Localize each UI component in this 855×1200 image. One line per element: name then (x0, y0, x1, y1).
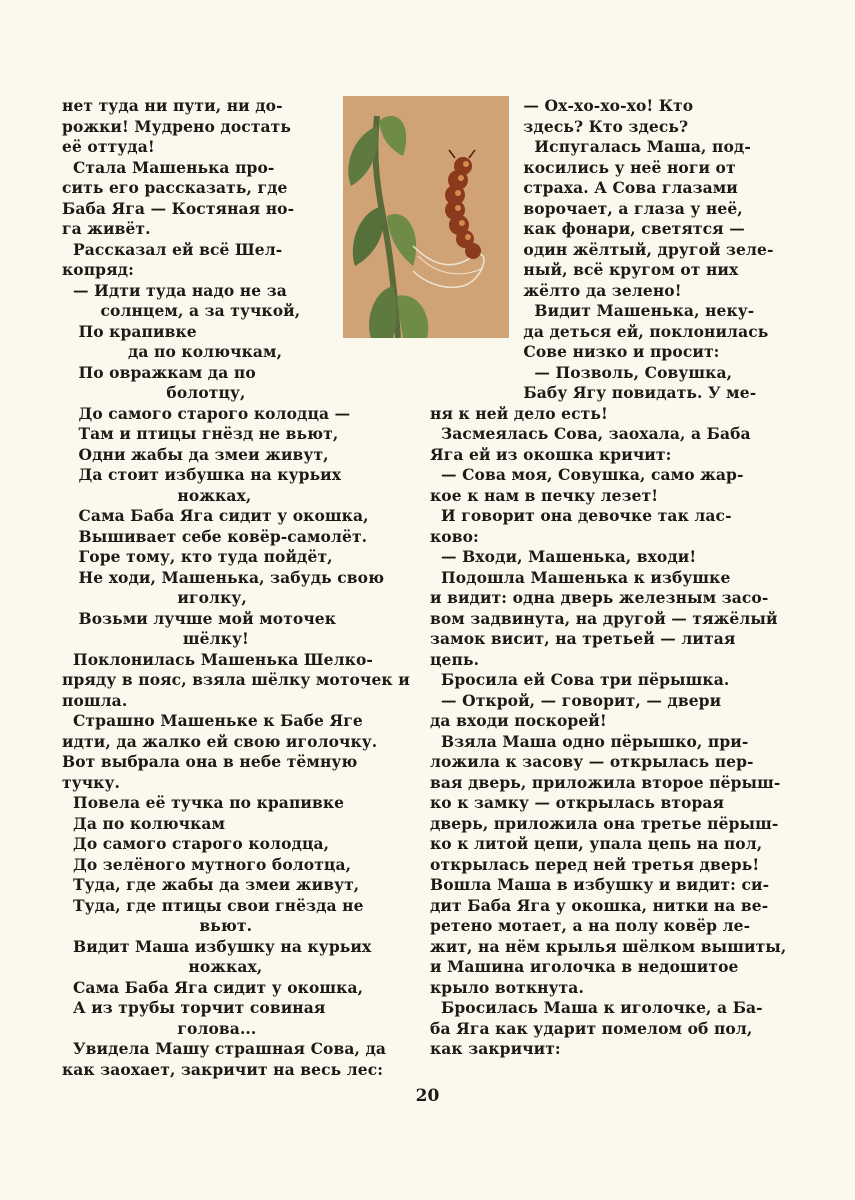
text-line: косились у неё ноги от (430, 157, 736, 177)
text-line: ково: (430, 526, 479, 546)
text-line: как заохает, закричит на весь лес: (62, 1059, 384, 1079)
text-line: Баба Яга — Костяная но- (62, 198, 295, 218)
text-line: здесь? Кто здесь? (430, 116, 689, 136)
text-line: Подошла Машенька к избушке (430, 567, 731, 587)
text-line: пошла. (62, 690, 128, 710)
text-line: Испугалась Маша, под- (430, 137, 751, 156)
text-line: голова... (62, 1018, 257, 1038)
text-line: А из трубы торчит совиная (62, 998, 326, 1017)
text-line: Возьми лучше мой моточек (62, 608, 337, 628)
text-line: ложила к засову — открылась пер- (430, 752, 754, 771)
text-line: До самого старого колодца, (62, 834, 330, 853)
text-line: как фонари, светятся — (430, 219, 745, 238)
text-line: один жёлтый, другой зеле- (430, 239, 774, 259)
text-line: ножках, (62, 957, 263, 976)
page-number: 20 (415, 1086, 440, 1106)
text-line: По крапивке (62, 321, 197, 341)
text-line: вом задвинута, на другой — тяжёлый (430, 608, 778, 628)
text-line: Бросила ей Сова три пёрышка. (430, 670, 730, 689)
text-line: По овражкам да по (62, 362, 256, 382)
text-line: — Сова моя, Совушка, само жар- (430, 465, 744, 484)
text-line: открылась перед ней третья дверь! (430, 854, 760, 874)
text-line: — Входи, Машенька, входи! (430, 547, 697, 566)
text-line: Да стоит избушка на курьих (62, 465, 342, 484)
text-line: Сове низко и просит: (430, 342, 720, 361)
text-line: До зелёного мутного болотца, (62, 854, 352, 874)
text-line: и Машина иголочка в недошитое (430, 957, 739, 976)
text-line: ретено мотает, а на полу ковёр ле- (430, 916, 751, 935)
text-line: Поклонилась Машенька Шелко- (62, 649, 373, 669)
text-line: — Открой, — говорит, — двери (430, 690, 722, 710)
text-line: Вот выбрала она в небе тёмную (62, 752, 358, 771)
text-line: га живёт. (62, 219, 151, 238)
text-line: ко к литой цепи, упала цепь на пол, (430, 834, 763, 853)
text-line: ножках, (62, 485, 252, 505)
text-line: — Ох-хо-хо-хо! Кто (430, 96, 694, 115)
text-line: шёлку! (62, 629, 249, 648)
text-line: болотцу, (62, 383, 246, 402)
text-line: Яга ей из окошка кричит: (430, 444, 672, 464)
text-line: ба Яга как ударит помелом об пол, (430, 1018, 753, 1038)
text-line: Взяла Маша одно пёрышко, при- (430, 731, 749, 751)
text-line: идти, да жалко ей свою иголочку. (62, 731, 378, 751)
text-line: Бабу Ягу повидать. У ме- (430, 383, 757, 402)
text-line: замок висит, на третьей — литая (430, 629, 736, 648)
right-text-column (430, 96, 792, 1060)
text-line: Вошла Маша в избушку и видит: си- (430, 875, 770, 894)
text-line: Страшно Машеньке к Бабе Яге (62, 711, 363, 730)
text-line: — Позволь, Совушка, (430, 362, 733, 382)
text-line: Горе тому, кто туда пойдёт, (62, 547, 333, 566)
text-line: страха. А Сова глазами (430, 178, 738, 197)
text-line: Засмеялась Сова, заохала, а Баба (430, 424, 751, 443)
left-text-column (62, 96, 410, 1080)
text-line: Стала Машенька про- (62, 157, 275, 177)
text-line: солнцем, а за тучкой, (62, 301, 301, 320)
text-line: вьют. (62, 916, 253, 935)
text-line: Видит Маша избушку на курьих (62, 936, 372, 956)
text-line: Повела её тучка по крапивке (62, 793, 345, 812)
text-line: дит Баба Яга у окошка, нитки на ве- (430, 895, 769, 915)
text-line: да по колючкам, (62, 342, 283, 361)
text-line: Видит Машенька, неку- (430, 301, 755, 320)
text-line: кое к нам в печку лезет! (430, 485, 659, 505)
text-line: нет туда ни пути, ни до- (62, 96, 283, 115)
text-line: ный, всё кругом от них (430, 260, 739, 279)
text-line: дверь, приложила она третье пёрыш- (430, 813, 779, 833)
text-line: Туда, где птицы свои гнёзда не (62, 895, 364, 915)
text-line: её оттуда! (62, 137, 155, 156)
text-line: Там и птицы гнёзд не вьют, (62, 424, 339, 443)
text-line: пряду в пояс, взяла шёлку моточек и (62, 670, 410, 689)
text-line: ня к ней дело есть! (430, 403, 608, 423)
text-line: ко к замку — открылась вторая (430, 793, 725, 812)
text-line: Одни жабы да змеи живут, (62, 444, 329, 464)
text-line: Не ходи, Машенька, забудь свою (62, 567, 385, 587)
text-line: Сама Баба Яга сидит у окошка, (62, 977, 364, 997)
text-line: До самого старого колодца — (62, 403, 351, 423)
text-line: рожки! Мудрено достать (62, 116, 291, 136)
text-line: Бросилась Маша к иголочке, а Ба- (430, 998, 763, 1017)
text-line: — Идти туда надо не за (62, 280, 287, 300)
text-line: цепь. (430, 649, 480, 669)
text-line: Да по колючкам (62, 813, 226, 833)
text-line: ворочает, а глаза у неё, (430, 198, 743, 218)
text-line: да входи поскорей! (430, 711, 607, 730)
text-line: Увидела Машу страшная Сова, да (62, 1039, 387, 1058)
text-line: иголку, (62, 588, 247, 607)
text-line: тучку. (62, 772, 120, 792)
text-line: И говорит она девочке так лас- (430, 506, 732, 525)
text-line: Рассказал ей всё Шел- (62, 239, 283, 259)
text-line: как закричит: (430, 1039, 561, 1058)
text-line: вая дверь, приложила второе пёрыш- (430, 772, 781, 792)
text-line: копряд: (62, 260, 134, 279)
text-line: Вышивает себе ковёр-самолёт. (62, 526, 368, 546)
text-line: жёлто да зелено! (430, 280, 682, 300)
text-line: Туда, где жабы да змеи живут, (62, 875, 360, 894)
text-line: Сама Баба Яга сидит у окошка, (62, 506, 369, 525)
text-line: крыло воткнута. (430, 977, 584, 997)
text-line: сить его рассказать, где (62, 178, 288, 197)
text-line: жит, на нём крылья шёлком вышиты, (430, 936, 787, 956)
text-line: и видит: одна дверь железным засо- (430, 588, 769, 607)
text-line: да деться ей, поклонилась (430, 321, 769, 341)
